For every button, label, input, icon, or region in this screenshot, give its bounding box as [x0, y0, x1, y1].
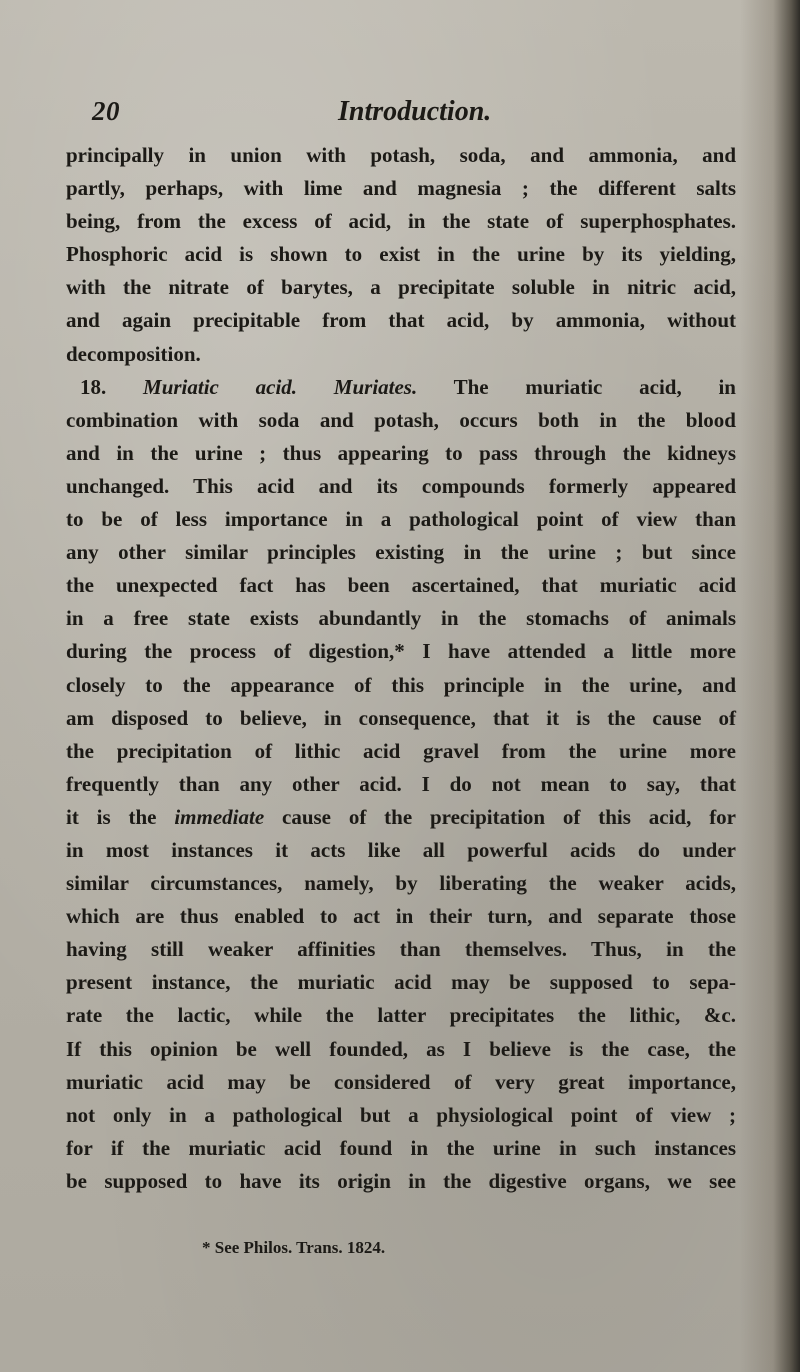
- text-line: and in the urine ; thus appearing to pass through the kidneys: [66, 440, 736, 465]
- text-line: unchanged. This acid and its compounds formerly appeared: [66, 473, 736, 498]
- text-line: any other similar principles existing in the urine ; but since: [66, 540, 736, 565]
- text-line: in most instances it acts like all powerful acids do under: [66, 837, 736, 862]
- text-line: closely to the appearance of this principle in the urine, and: [66, 672, 736, 697]
- body-text: [66, 139, 736, 1198]
- italic-word-immediate: immediate: [174, 804, 265, 829]
- text-line: combination with soda and potash, occurs both in the blood: [66, 407, 736, 432]
- text-line: in a free state exists abundantly in the stomachs of animals: [66, 606, 736, 631]
- page-edge-shadow: [740, 0, 800, 1372]
- text-line-immediate: [66, 801, 736, 834]
- page-number: 20: [92, 96, 120, 126]
- text-line: not only in a pathological but a physiological point of view ;: [66, 1102, 736, 1127]
- text-line: rate the lactic, while the latter precipitates the lithic, &c.: [66, 1003, 736, 1028]
- text-line: the unexpected fact has been ascertained, that muriatic acid: [66, 573, 736, 598]
- text-line: with the nitrate of barytes, a precipitate soluble in nitric acid,: [66, 275, 736, 300]
- text-line: principally in union with potash, soda, and ammonia, and: [66, 143, 736, 167]
- text-line: am disposed to believe, in consequence, that it is the cause of: [66, 705, 736, 730]
- text-line: having still weaker affinities than themselves. Thus, in the: [66, 937, 736, 962]
- text-line: during the process of digestion,* I have attended a little more: [66, 639, 736, 664]
- section-heading-line: [66, 371, 736, 404]
- section-title-muriates: Muriates.: [333, 374, 418, 399]
- text-line: frequently than any other acid. I do not mean to say, that: [66, 771, 736, 796]
- text-line: present instance, the muriatic acid may be supposed to sepa-: [66, 970, 736, 995]
- section-number: 18.: [80, 374, 107, 399]
- text-line: being, from the excess of acid, in the state of superphosphates.: [66, 209, 736, 234]
- text-line: partly, perhaps, with lime and magnesia ; the different salts: [66, 176, 736, 201]
- text-line: muriatic acid may be considered of very great importance,: [66, 1069, 736, 1094]
- text-line: and again precipitable from that acid, by ammonia, without: [66, 308, 736, 333]
- text-line: which are thus enabled to act in their turn, and separate those: [66, 904, 736, 929]
- text-fragment: cause of the precipitation of this acid, for: [264, 804, 737, 829]
- section-title-muriatic-acid: Muriatic acid.: [143, 374, 298, 399]
- text-line: the precipitation of lithic acid gravel from the urine more: [66, 738, 736, 763]
- text-line: for if the muriatic acid found in the urine in such instances: [66, 1135, 736, 1160]
- page-header: [92, 96, 732, 132]
- text-line: similar circumstances, namely, by liberating the weaker acids,: [66, 871, 736, 896]
- text-line: to be of less importance in a pathological point of view than: [66, 507, 736, 532]
- text-line: If this opinion be well founded, as I believe is the case, the: [66, 1036, 736, 1061]
- text-line: decomposition.: [66, 341, 201, 366]
- section-text: The muriatic acid, in: [453, 374, 736, 399]
- text-line: be supposed to have its origin in the digestive organs, we see: [66, 1168, 736, 1193]
- text-fragment: it is the: [66, 804, 175, 829]
- text-line: Phosphoric acid is shown to exist in the urine by its yielding,: [66, 242, 736, 267]
- running-head: Introduction.: [338, 96, 492, 127]
- footnote: * See Philos. Trans. 1824.: [202, 1238, 386, 1257]
